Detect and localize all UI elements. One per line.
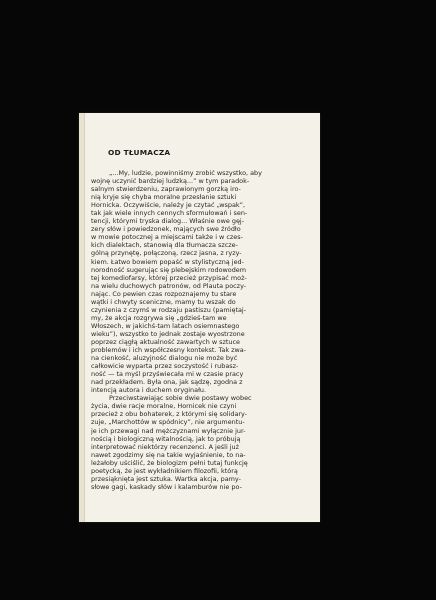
text-line: zery słów i powiedzonek, mających swe źródło (91, 225, 241, 234)
text-line: czynienia z czymś w rodzaju pastiszu (pamiętaj- (91, 305, 247, 314)
text-line: nając. Co pewien czas rozpoznajemy tu stare (91, 289, 237, 298)
text-line: my, że akcja rozgrywa się „gdzieś-tam we (91, 313, 227, 322)
text-line: przesiąknięta jest sztuka. Wartka akcja, pamy- (91, 474, 241, 483)
text-line: poetycką, że jest wykładnikiem filozofii, którą (91, 466, 238, 475)
text-line: poprzez ciągłą aktualność zawartych w sztuce (91, 337, 240, 346)
text-line: kiem. Łatwo bowiem popaść w stylistyczną jed- (91, 257, 244, 266)
text-line: Włoszech, w jakichś-tam latach osiemnastego (91, 321, 240, 330)
text-line: tak jak wiele innych cennych sformułowań i sen- (91, 209, 248, 218)
text-line: przecież z obu bohaterek, z którymi się solidary- (91, 410, 248, 419)
text-line: nawet zgodzimy się na takie wyjaśnienie, to na- (91, 450, 246, 459)
text-line: interpretować niektórzy recenzenci. A jeśli już (91, 442, 240, 451)
text-line: nią kryje się chyba moralne przesłanie sztuki (91, 193, 237, 202)
text-line: całkowicie wyparta przez soczystość i rubasz- (91, 362, 239, 371)
text-line: tej komediofarsy, której przecież przypisać moż- (91, 273, 247, 282)
text-line: w mowie potocznej a miejscami także i w czes- (91, 233, 243, 242)
section-heading: OD TŁUMACZA (108, 148, 171, 157)
text-line: zuje, „Marchottów w spódnicy”, nie argumentu- (91, 418, 245, 427)
text-line: gólną przynętę, połączoną, rzecz jasna, z ryzy- (91, 249, 242, 258)
text-line: nością i biologiczną witalnością, jak to próbują (91, 434, 241, 443)
text-line: leżałoby uściślić, że biologizm pełni tutaj funkcję (91, 458, 248, 467)
text-line: intencją autora i duchem oryginału. (91, 386, 207, 395)
text-line: je ich przewagi nad mężczyznami wyłącznie jur- (91, 426, 246, 435)
text-line: kich dialektach, stanowią dla tłumacza szcze- (91, 241, 238, 250)
paper-fold (84, 113, 85, 522)
text-line: słowe gagi, kaskady słów i kalamburów nie po- (91, 482, 242, 491)
text-line: życia, dwie racje moralne, Hornicek nie czyni (91, 402, 237, 411)
text-line: ność — ta myśl przyświecała mi w czasie pracy (91, 370, 244, 379)
text-line: Przeciwstawiając sobie dwie postawy wobec (109, 394, 252, 403)
text-line: problemów i ich współczesny kontekst. Tak zwa- (91, 346, 247, 355)
text-line: Hornicka. Oczywiście, należy je czytać „wspak”, (91, 201, 246, 210)
text-line: salnym stwierdzeniu, zaprawionym gorzką iro- (91, 185, 241, 194)
booklet-page (79, 113, 320, 522)
text-line: tencji, którymi tryska dialog... Właśnie owe gęj- (91, 217, 245, 226)
page-content (91, 148, 309, 491)
text-line: na cienkość, aluzyjność dialogu nie może być (91, 354, 238, 363)
text-line: wątki i chwyty sceniczne, mamy tu wszak do (91, 297, 236, 306)
body-text (91, 169, 309, 491)
text-line: wojnę uczynić bardziej ludzką...” w tym paradok- (91, 177, 250, 186)
text-line: na wielu duchowych patronów, od Plauta poczy- (91, 281, 247, 290)
text-line: wieku”), wszystko to jednak zostaje wyostrzone (91, 329, 245, 338)
text-line: norodność sugerując się plebejskim rodowodem (91, 265, 247, 274)
text-line: nad przekładem. Była ona, jak sądzę, zgodna z (91, 378, 243, 387)
text-line: „...My, ludzie, powinniśmy zrobić wszystko, aby (109, 169, 262, 177)
